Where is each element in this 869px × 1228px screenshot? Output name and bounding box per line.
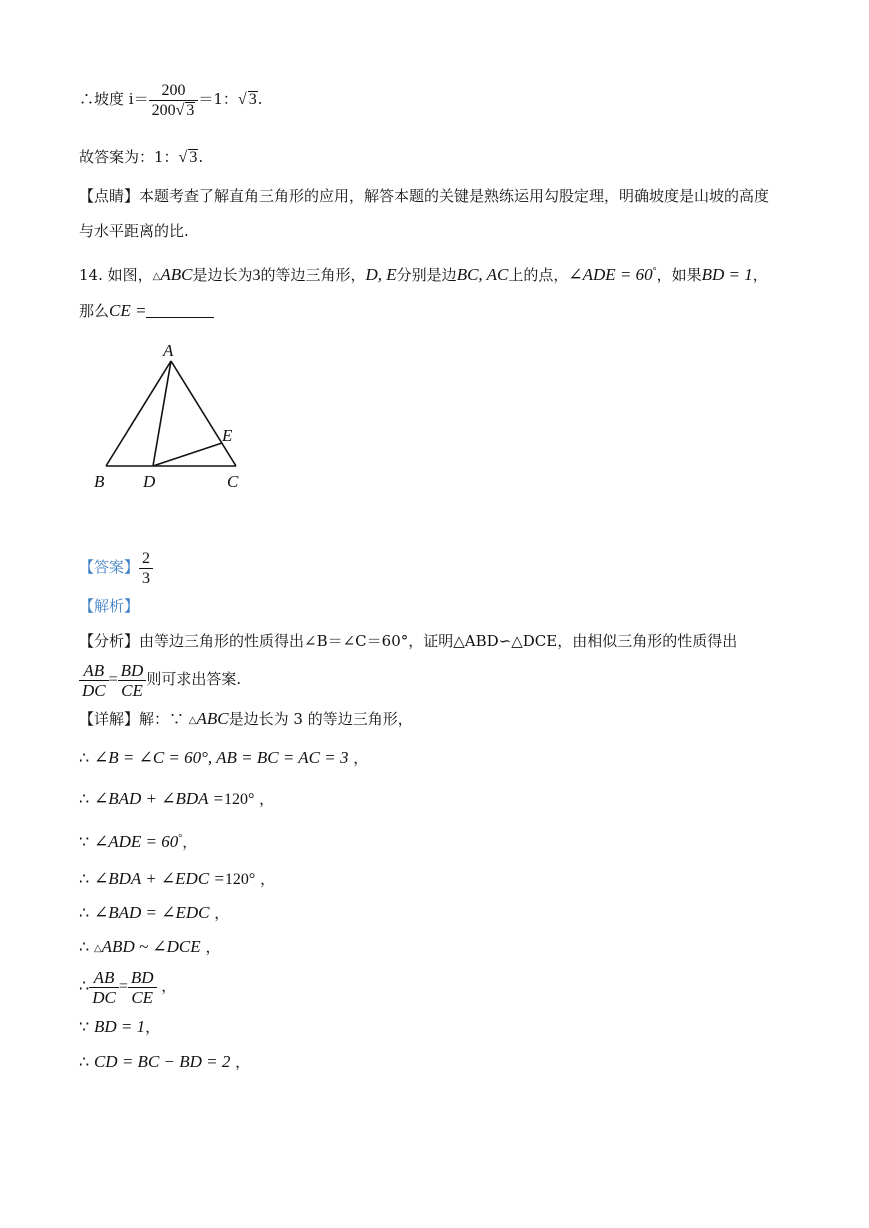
analysis-line-2 (79, 658, 241, 701)
answer-line-prefix: 故答案为：1： (79, 148, 179, 166)
step-4 (79, 869, 275, 890)
step-8-end: ， (145, 1018, 161, 1036)
comment-text-2: 与水平距离的比. (79, 222, 189, 240)
step-2-symbol: ∴ (79, 791, 90, 808)
step-2-end: ， (259, 790, 275, 808)
label-e: E (222, 426, 233, 445)
label-a: A (163, 341, 174, 360)
step-7-f2-den: CE (128, 987, 157, 1007)
step-1 (79, 748, 368, 769)
detail-abc: ABC (196, 709, 229, 728)
analysis-tag-fenxi: 【分析】 (79, 632, 140, 650)
step-5-symbol: ∴ (79, 905, 90, 922)
analysis-f2-den: CE (118, 680, 147, 700)
slope-denominator: 200√ 3 (149, 100, 199, 120)
step-2-math: ∠BAD + ∠BDA = (93, 789, 224, 808)
step-7-f1-num: AB (93, 967, 115, 987)
label-c: C (227, 472, 239, 491)
step-6-end: ， (205, 938, 221, 956)
step-6 (79, 937, 220, 959)
step-7-f2-num: BD (130, 967, 154, 987)
step-8 (79, 1017, 160, 1038)
slope-den-radicand: 3 (186, 101, 195, 119)
question-angle: ∠ADE = 60 (568, 265, 653, 284)
question-t5: 上的点， (508, 266, 569, 284)
question-t2: 是边长为 (192, 266, 253, 284)
step-6-triangle: △ (93, 943, 102, 954)
detail-triangle: △ (188, 715, 197, 726)
step-5-math: ∠BAD = ∠EDC (93, 903, 210, 922)
question-t1: 如图， (107, 266, 153, 284)
answer-tag: 【答案】 (79, 558, 140, 576)
step-5-end: ， (214, 904, 230, 922)
triangle-symbol: △ (152, 271, 161, 282)
label-d: D (143, 472, 156, 491)
step-1-end: ， (353, 749, 369, 767)
slope-fraction (149, 81, 199, 120)
comment-line-1 (79, 186, 769, 206)
detail-tag: 【详解】 (79, 710, 140, 728)
step-3-degree: ° (178, 833, 183, 844)
step-6-math: ABD ~ ∠DCE (101, 937, 201, 956)
answer-line (79, 147, 203, 168)
slope-prefix: ∴坡度 i＝ (79, 90, 149, 108)
detail-t2: 是边长为 3 的等边三角形， (228, 710, 413, 728)
step-9-symbol: ∴ (79, 1054, 90, 1071)
comment-text-1: 本题考查了解直角三角形的应用，解答本题的关键是熟练运用勾股定理，明确坡度是山坡的高度 (139, 187, 770, 205)
question-t4: 分别是边 (396, 266, 457, 284)
step-6-symbol: ∴ (79, 939, 90, 956)
step-3 (79, 829, 197, 853)
step-2 (79, 789, 274, 810)
step-9-end: ， (235, 1053, 251, 1071)
step-7-end: ， (161, 977, 177, 995)
analysis-fraction-1 (79, 661, 109, 700)
step-9 (79, 1052, 250, 1073)
question-bd: BD = 1 (701, 265, 753, 284)
answer-blank (146, 303, 214, 318)
slope-den-coeff: 200 (151, 101, 176, 119)
question-bcac: BC, AC (456, 265, 509, 284)
step-1-symbol: ∴ (79, 750, 90, 767)
slope-end: . (257, 90, 263, 108)
step-7-fraction-2 (128, 968, 157, 1007)
analysis-f1-num: AB (83, 660, 105, 680)
segment-de (153, 443, 222, 466)
step-5 (79, 903, 229, 924)
step-7-symbol: ∴ (79, 978, 90, 995)
segment-ac (171, 361, 236, 466)
step-3-math: ∠ADE = 60 (93, 832, 179, 851)
step-7-f1-den: DC (89, 987, 119, 1007)
comment-tag: 【点睛】 (79, 187, 140, 205)
question-abc: ABC (160, 265, 193, 284)
answer-denominator: 3 (139, 568, 153, 588)
triangle-figure (85, 335, 265, 500)
answer-numerator: 2 (142, 549, 151, 567)
question-line-1 (79, 262, 768, 287)
slope-mid: ＝1： (198, 90, 238, 108)
analysis-f2-num: BD (120, 660, 144, 680)
step-7-eq: = (118, 978, 128, 995)
step-7 (79, 965, 176, 1008)
analysis-eq: = (108, 671, 118, 688)
question-ce: CE = (109, 301, 147, 320)
answer-line-radicand: 3 (189, 149, 198, 166)
slope-line (79, 78, 262, 121)
step-1-math: ∠B = ∠C = 60°, AB = BC = AC = 3 (93, 748, 349, 767)
step-8-symbol: ∵ (79, 1019, 90, 1036)
detail-line (79, 709, 413, 731)
analysis-f1-den: DC (79, 680, 109, 700)
answer-fraction (139, 549, 153, 588)
step-4-number: 120° (224, 871, 256, 888)
step-4-symbol: ∴ (79, 871, 90, 888)
comment-line-2 (79, 221, 189, 241)
step-2-number: 120° (223, 791, 255, 808)
answer-line-root: √ 3 (178, 149, 198, 166)
answer-line-end: . (198, 148, 204, 166)
answer-row (79, 547, 153, 588)
figure-lines (106, 361, 236, 466)
question-t7: ， (752, 266, 768, 284)
step-3-symbol: ∵ (79, 834, 90, 851)
question-line-2 (79, 301, 214, 321)
slope-root: √ 3 (237, 91, 257, 108)
question-number: 14. (79, 266, 103, 284)
analysis-after: 则可求出答案. (146, 670, 242, 688)
step-3-end: ， (182, 833, 198, 851)
step-9-math: CD = BC − BD = 2 (93, 1052, 231, 1071)
analysis-tag: 【解析】 (79, 597, 140, 615)
analysis-fraction-2 (118, 661, 147, 700)
slope-numerator: 200 (161, 81, 186, 99)
slope-radicand: 3 (248, 91, 257, 108)
analysis-line-1 (79, 631, 737, 651)
step-4-end: ， (260, 870, 276, 888)
detail-t1: 解：∵ (139, 710, 189, 728)
question-t6: ，如果 (656, 266, 702, 284)
step-4-math: ∠BDA + ∠EDC = (93, 869, 225, 888)
analysis-text: 由等边三角形的性质得出∠B＝∠C＝60°，证明△ABD∽△DCE，由相似三角形的性质得出 (139, 632, 738, 650)
question-de: D, E (365, 265, 397, 284)
question-degree: ° (652, 266, 657, 277)
question-line2-prefix: 那么 (79, 302, 110, 320)
label-b: B (94, 472, 105, 491)
step-8-math: BD = 1 (93, 1017, 146, 1036)
step-7-fraction-1 (89, 968, 119, 1007)
question-t3: 的等边三角形， (260, 266, 366, 284)
question-side: 3 (252, 267, 261, 284)
